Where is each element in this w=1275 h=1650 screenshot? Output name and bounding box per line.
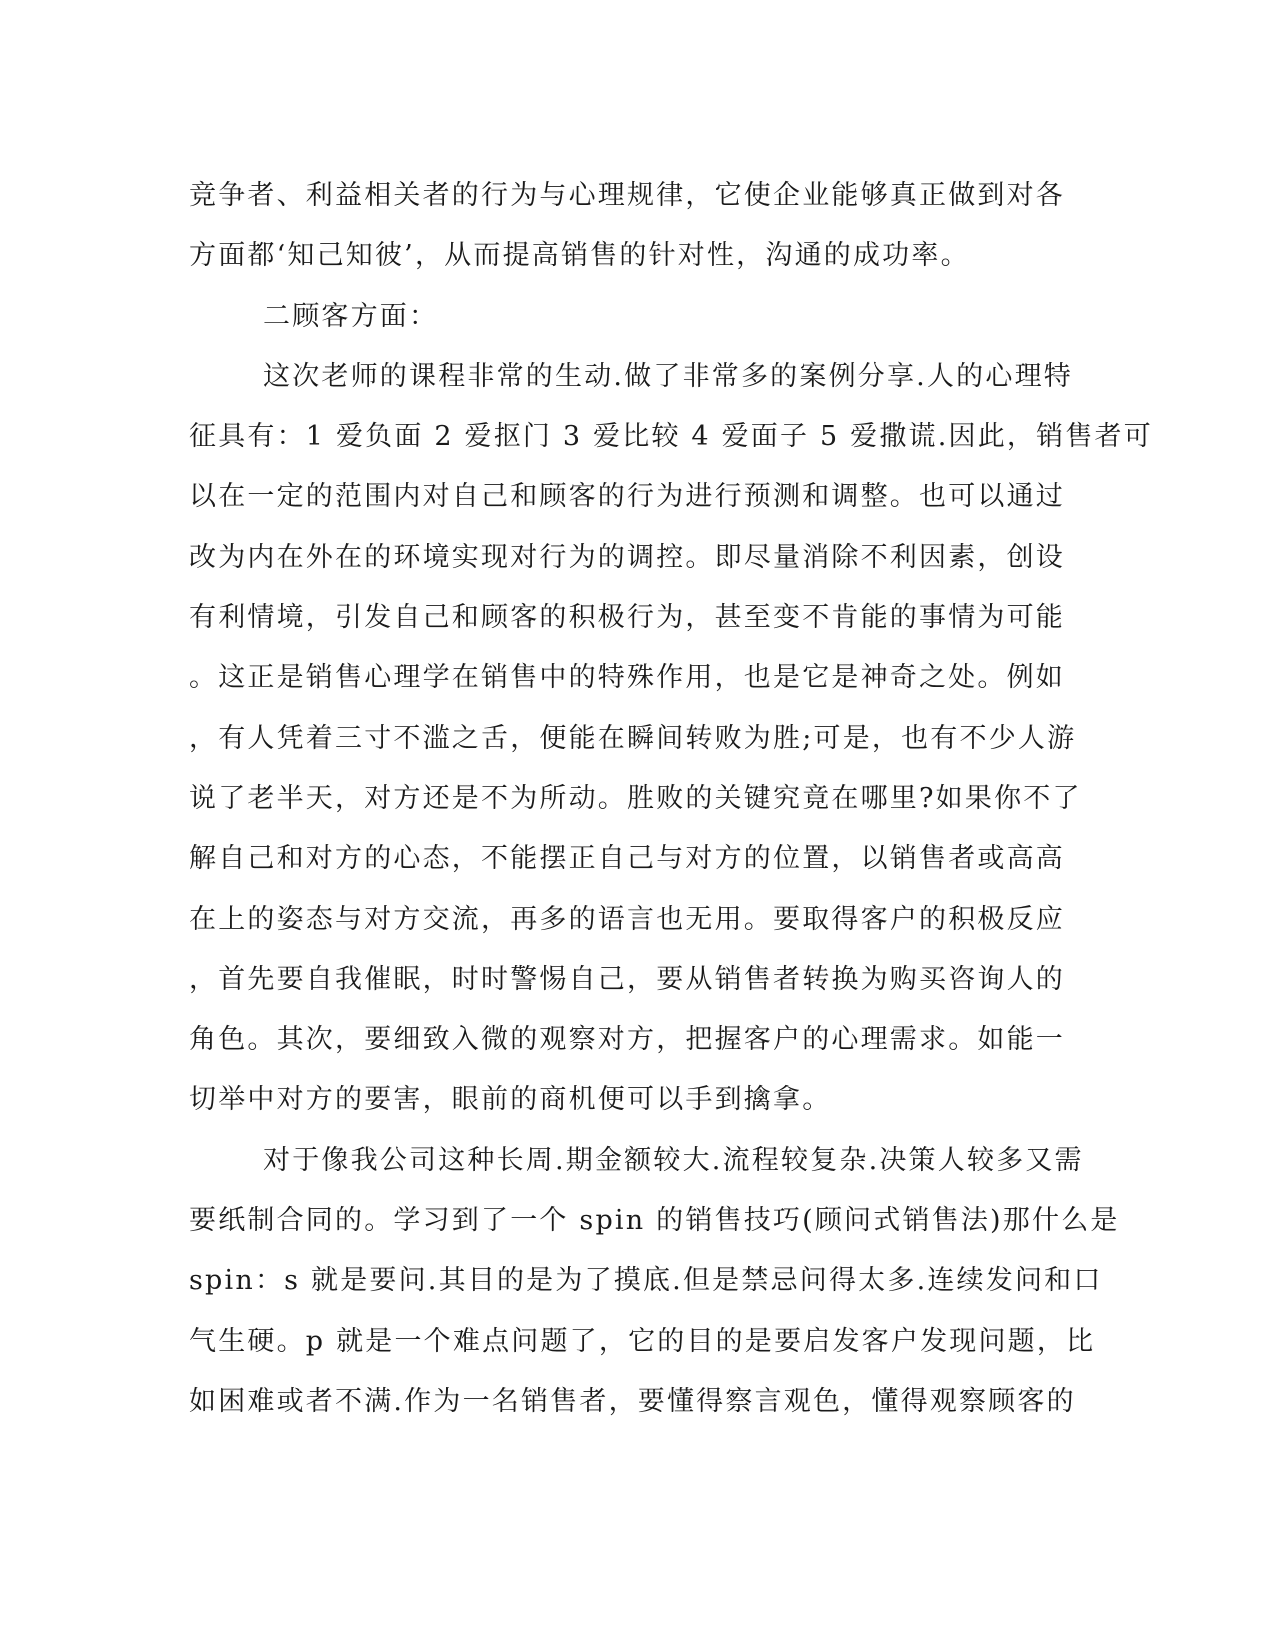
text-line: 切举中对方的要害，眼前的商机便可以手到擒拿。 [189,1084,832,1116]
text-line: 这次老师的课程非常的生动.做了非常多的案例分享.人的心理特 [263,360,1073,392]
text-line: 在上的姿态与对方交流，再多的语言也无用。要取得客户的积极反应 [189,903,1065,935]
text-line: 对于像我公司这种长周.期金额较大.流程较复杂.决策人较多又需 [263,1144,1084,1176]
text-line: 以在一定的范围内对自己和顾客的行为进行预测和调整。也可以通过 [189,481,1065,513]
text-line: 竞争者、利益相关者的行为与心理规律，它使企业能够真正做到对各 [189,180,1065,211]
text-line: spin：s 就是要问.其目的是为了摸底.但是禁忌问得太多.连续发问和口 [189,1265,1103,1297]
text-line: 要纸制合同的。学习到了一个 spin 的销售技巧(顾问式销售法)那什么是 [189,1205,1120,1237]
text-line: 解自己和对方的心态，不能摆正自己与对方的位置，以销售者或高高 [189,843,1065,875]
text-line: 气生硬。p 就是一个难点问题了，它的目的是要启发客户发现问题，比 [189,1325,1096,1357]
text-line: 有利情境，引发自己和顾客的积极行为，甚至变不肯能的事情为可能 [189,602,1065,634]
text-line: ，有人凭着三寸不滥之舌，便能在瞬间转败为胜;可是，也有不少人游 [189,722,1077,754]
text-line: 改为内在外在的环境实现对行为的调控。即尽量消除不利因素，创设 [189,541,1065,573]
text-line: 。这正是销售心理学在销售中的特殊作用，也是它是神奇之处。例如 [189,662,1065,694]
text-line: 征具有：1 爱负面 2 爱抠门 3 爱比较 4 爱面子 5 爱撒谎.因此，销售者可 [189,421,1153,453]
text-line: 方面都‘知己知彼’，从而提高销售的针对性，沟通的成功率。 [189,240,970,272]
text-line: 说了老半天，对方还是不为所动。胜败的关键究竟在哪里?如果你不了 [189,782,1082,814]
document-body [189,166,1153,1432]
text-line: 如困难或者不满.作为一名销售者，要懂得察言观色，懂得观察顾客的 [189,1385,1076,1417]
text-line: 角色。其次，要细致入微的观察对方，把握客户的心理需求。如能一 [189,1024,1065,1056]
section-heading: 二顾客方面： [263,300,439,332]
text-line: ，首先要自我催眠，时时警惕自己，要从销售者转换为购买咨询人的 [189,963,1065,995]
